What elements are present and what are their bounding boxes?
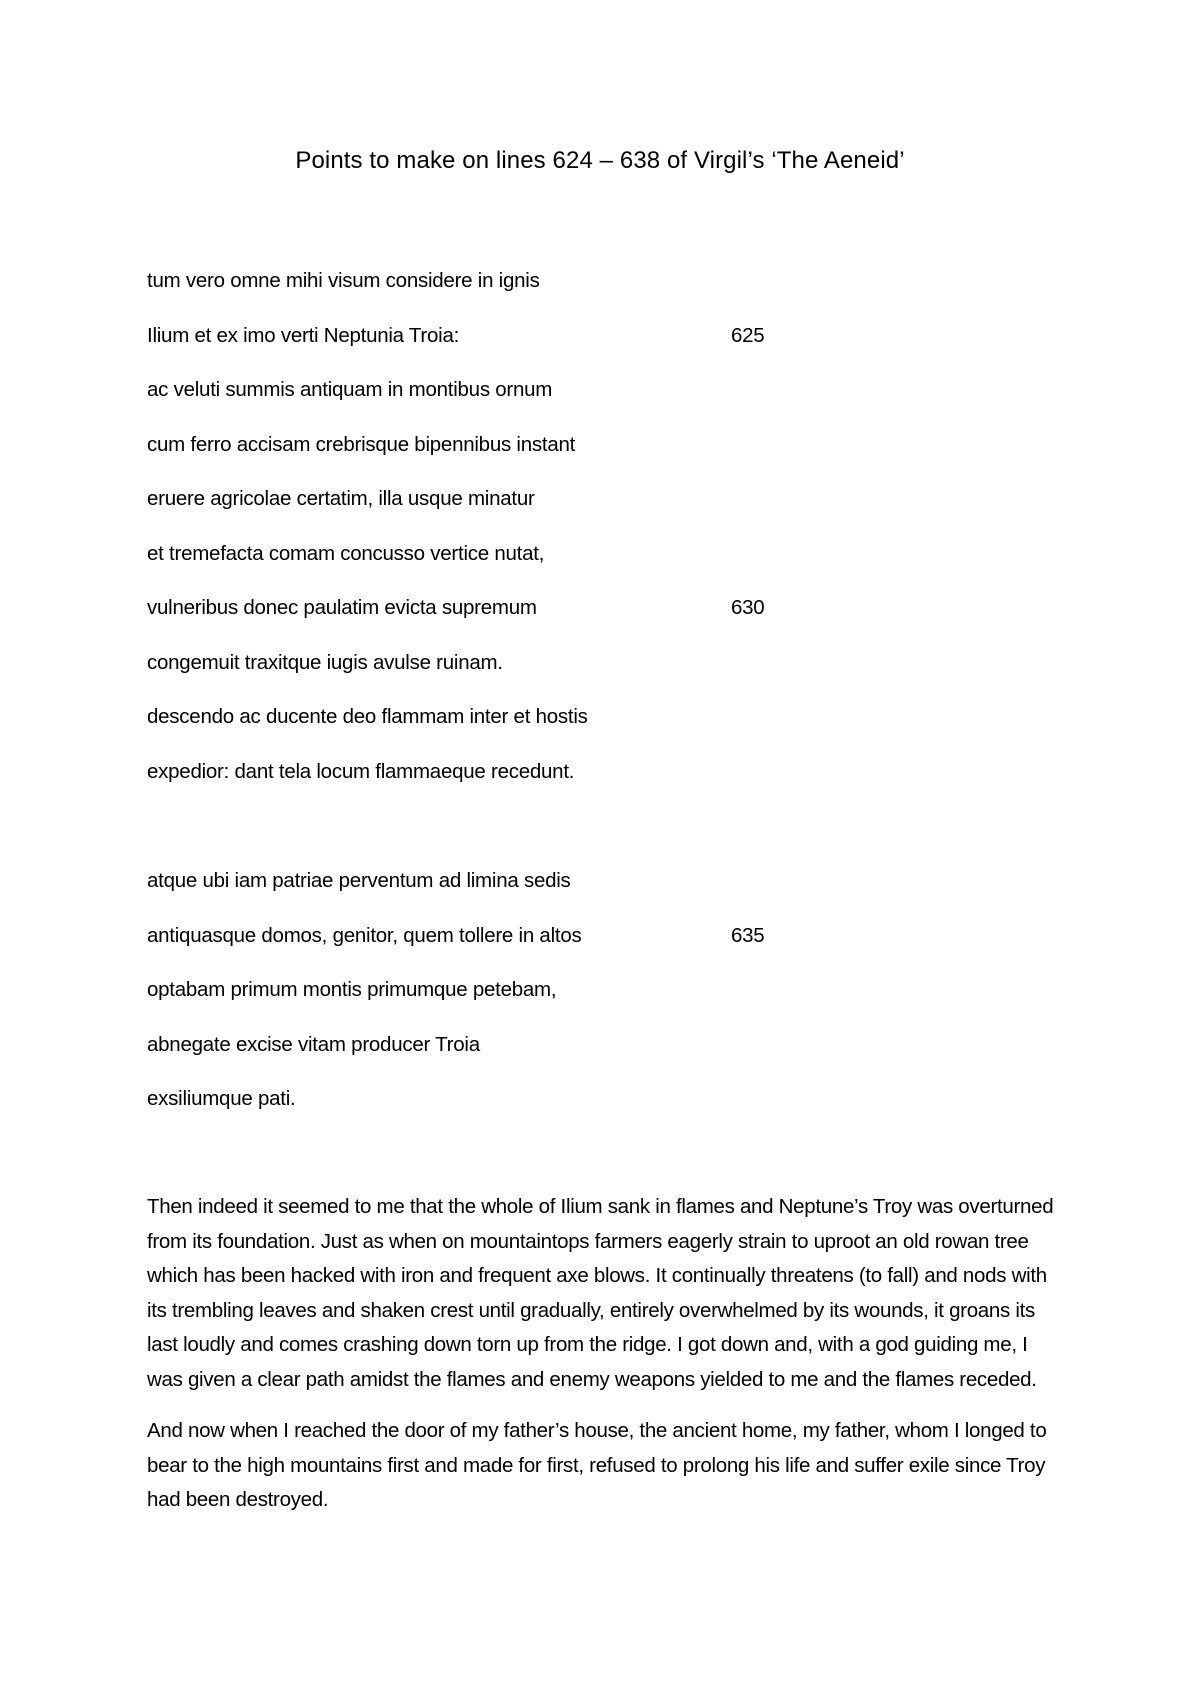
verse-line [147,975,807,1030]
verse-line [147,757,807,812]
verse-line [147,921,807,976]
verse-text: optabam primum montis primumque petebam, [147,978,557,1001]
translation-paragraph: Then indeed it seemed to me that the whole of Ilium sank in flames and Neptune’s Troy was overturned from its foundation. Just as when on mountaintops farmers eagerly strain to uproot an old rowan tree which has been hacked with iron and frequent axe blows. It continually threatens (to fall) and nods with its trembling leaves and shaken crest until gradually, entirely overwhelmed by its wounds, it groans its last loudly and comes crashing down torn up from the ridge. I got down and, with a god guiding me, I was given a clear path amidst the flames and enemy weapons yielded to me and the flames receded. [147,1195,1054,1391]
verse-text: vulneribus donec paulatim evicta supremum [147,596,537,619]
verse-text: antiquasque domos, genitor, quem tollere in altos [147,923,582,947]
verse-text: ac veluti summis antiquam in montibus ornum [147,378,553,401]
verse-text: cum ferro accisam crebrisque bipennibus instant [147,432,576,456]
verse-line [147,375,807,430]
line-number: 625 [731,323,765,347]
verse-text: descendo ac ducente deo flammam inter et hostis [147,705,588,728]
verse-line [147,484,807,539]
page-title: Points to make on lines 624 – 638 of Virgil’s ‘The Aeneid’ [295,147,905,174]
verse-line [147,321,807,376]
verse-text: et tremefacta comam concusso vertice nutat, [147,541,545,565]
verse-line [147,430,807,485]
verse-text: expedior: dant tela locum flammaeque recedunt. [147,759,575,783]
latin-stanza-2 [147,866,807,1139]
verse-line [147,539,807,594]
verse-line [147,1084,807,1139]
verse-text: Ilium et ex imo verti Neptunia Troia: [147,323,460,347]
verse-text: abnegate excise vitam producer Troia [147,1032,480,1056]
english-translation [147,1190,1067,1535]
verse-line [147,648,807,703]
verse-text: atque ubi iam patriae perventum ad limina sedis [147,869,571,892]
verse-line [147,1030,807,1085]
verse-text: tum vero omne mihi visum considere in ignis [147,269,540,292]
translation-paragraph: And now when I reached the door of my father’s house, the ancient home, my father, whom I longed to bear to the high mountains first and made for first, refused to prolong his life and suffer exile since Troy had been destroyed. [147,1419,1047,1511]
verse-line [147,593,807,648]
verse-text: exsiliumque pati. [147,1087,296,1110]
verse-text: congemuit traxitque iugis avulse ruinam. [147,650,503,674]
verse-line [147,866,807,921]
line-number: 630 [731,596,765,619]
line-number: 635 [731,923,765,947]
latin-stanza-1 [147,266,807,811]
verse-text: eruere agricolae certatim, illa usque minatur [147,487,535,510]
verse-line [147,266,807,321]
verse-line [147,702,807,757]
